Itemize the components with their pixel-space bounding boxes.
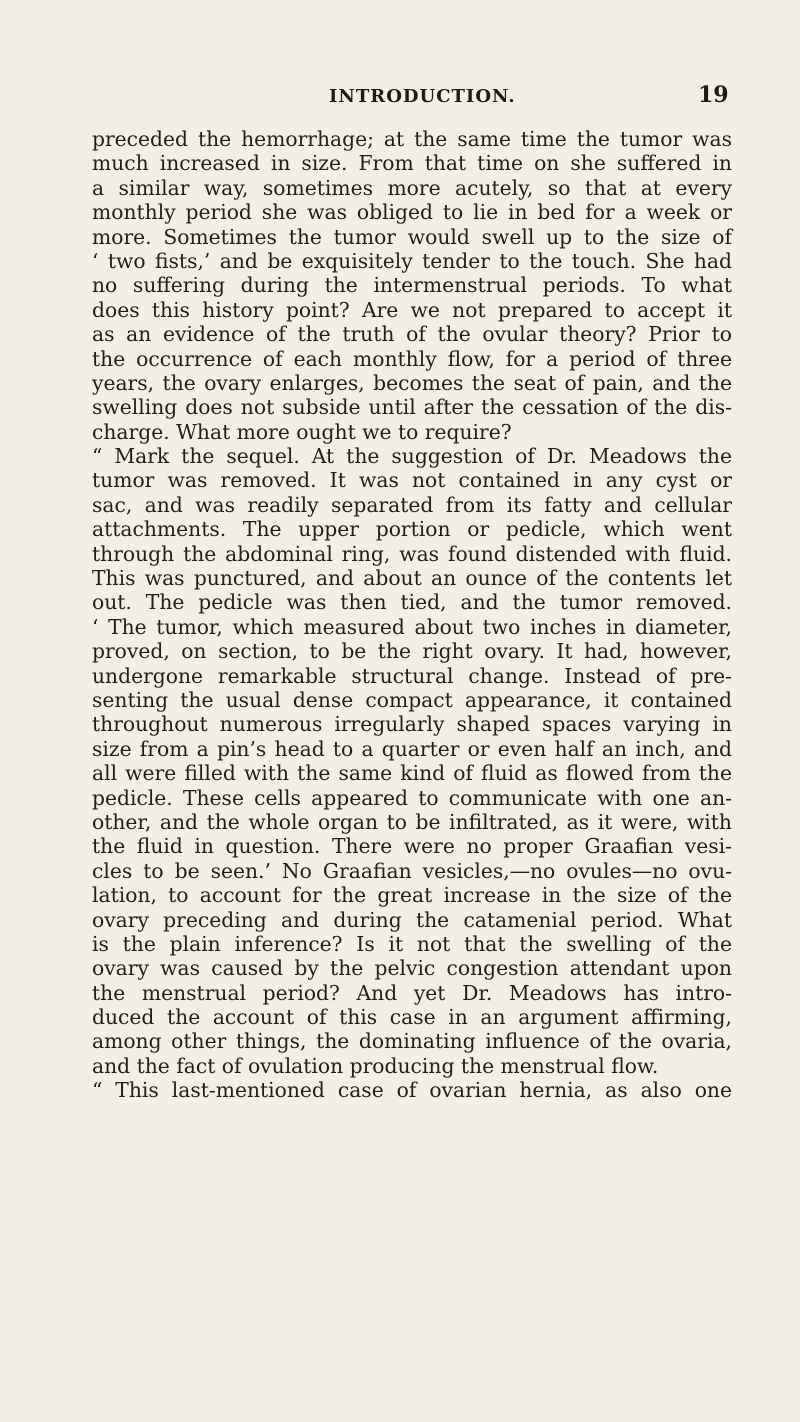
text-line: among other things, the dominating influence of the ovaria, bbox=[92, 1029, 732, 1054]
text-line: “ Mark the sequel. At the suggestion of Dr. Meadows the bbox=[92, 444, 732, 469]
page-header bbox=[0, 82, 800, 116]
text-line: cles to be seen.’ No Graafian vesicles,—no ovules—no ovu- bbox=[92, 858, 732, 883]
text-line: tumor was removed. It was not contained in any cyst or bbox=[92, 468, 732, 493]
text-line: undergone remarkable structural change. Instead of pre- bbox=[92, 663, 732, 688]
text-line: This was punctured, and about an ounce of the contents let bbox=[92, 566, 732, 591]
text-line: swelling does not subside until after the cessation of the dis- bbox=[92, 395, 732, 420]
text-line: ‘ two fists,’ and be exquisitely tender to the touch. She had bbox=[92, 248, 732, 273]
text-line: other, and the whole organ to be infiltrated, as it were, with bbox=[92, 809, 732, 834]
text-line: size from a pin’s head to a quarter or even half an inch, and bbox=[92, 736, 732, 761]
text-line: is the plain inference? Is it not that the swelling of the bbox=[92, 931, 732, 956]
text-line: and the fact of ovulation producing the menstrual flow. bbox=[92, 1053, 659, 1078]
text-line: ovary was caused by the pelvic congestion attendant upon bbox=[92, 956, 732, 981]
text-line: monthly period she was obliged to lie in bed for a week or bbox=[92, 200, 732, 225]
text-line: “ This last-mentioned case of ovarian hernia, as also one bbox=[92, 1078, 732, 1103]
text-line: much increased in size. From that time on she suffered in bbox=[92, 151, 732, 176]
text-line: attachments. The upper portion or pedicle, which went bbox=[92, 517, 732, 542]
text-line: the menstrual period? And yet Dr. Meadows has intro- bbox=[92, 980, 732, 1005]
text-line: charge. What more ought we to require? bbox=[92, 419, 512, 444]
text-line: pedicle. These cells appeared to communicate with one an- bbox=[92, 785, 732, 810]
text-line: throughout numerous irregularly shaped spaces varying in bbox=[92, 712, 732, 737]
text-line: no suffering during the intermenstrual periods. To what bbox=[92, 273, 732, 298]
text-line: senting the usual dense compact appearance, it contained bbox=[92, 687, 732, 712]
running-title: INTRODUCTION. bbox=[329, 86, 516, 107]
text-line: through the abdominal ring, was found distended with fluid. bbox=[92, 541, 732, 566]
text-line: out. The pedicle was then tied, and the tumor removed. bbox=[92, 590, 732, 615]
text-line: the fluid in question. There were no proper Graafian vesi- bbox=[92, 834, 732, 859]
body-text bbox=[92, 127, 732, 1103]
text-line: does this history point? Are we not prepared to accept it bbox=[92, 297, 732, 322]
text-line: more. Sometimes the tumor would swell up to the size of bbox=[92, 224, 732, 249]
text-line: all were filled with the same kind of fluid as flowed from the bbox=[92, 761, 732, 786]
text-line: proved, on section, to be the right ovary. It had, however, bbox=[92, 639, 732, 664]
text-line: preceded the hemorrhage; at the same time the tumor was bbox=[92, 127, 732, 151]
text-line: ovary preceding and during the catamenial period. What bbox=[92, 907, 732, 932]
text-line: ‘ The tumor, which measured about two inches in diameter, bbox=[92, 614, 732, 639]
text-line: years, the ovary enlarges, becomes the seat of pain, and the bbox=[92, 370, 732, 395]
text-line: as an evidence of the truth of the ovular theory? Prior to bbox=[92, 322, 732, 347]
text-line: sac, and was readily separated from its fatty and cellular bbox=[92, 492, 732, 517]
text-line: lation, to account for the great increase in the size of the bbox=[92, 883, 732, 908]
text-line: a similar way, sometimes more acutely, so that at every bbox=[92, 175, 732, 200]
text-line: the occurrence of each monthly flow, for a period of three bbox=[92, 346, 732, 371]
text-line: duced the account of this case in an argument affirming, bbox=[92, 1005, 732, 1030]
page-number: 19 bbox=[698, 82, 729, 108]
